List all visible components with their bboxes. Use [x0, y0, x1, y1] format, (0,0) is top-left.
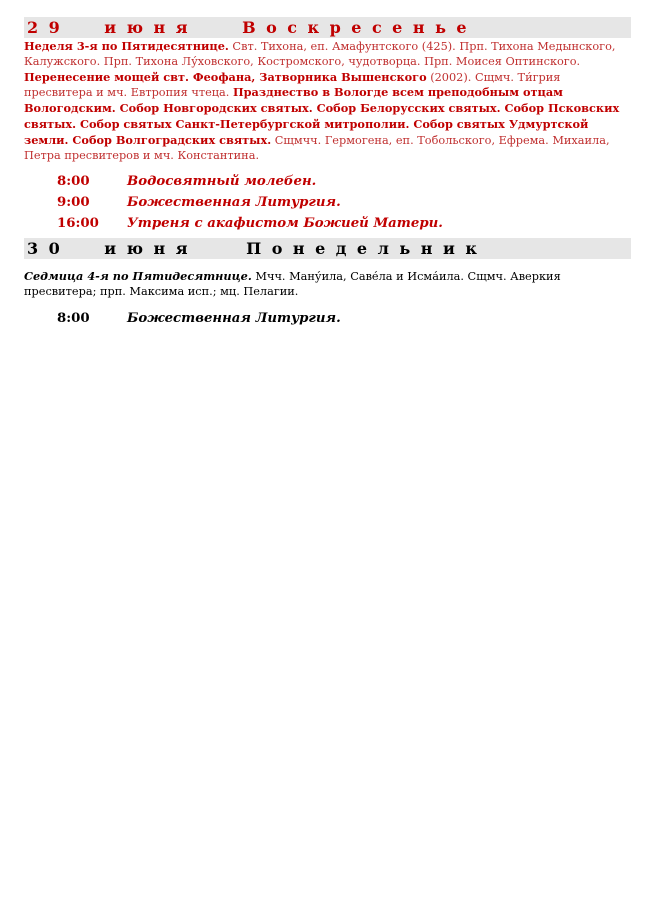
- day-date-number: 30: [27, 239, 71, 259]
- day-month: июня: [104, 239, 199, 259]
- saints-text: Свт. Тихона, еп. Амафунтского (425). Прп. Тихона Медынского, Калужского. Прп. Тихона Лу́ховского, Костромского, чудотворца. Прп. Моисея Оптинского.: [24, 40, 616, 68]
- day-description: [24, 39, 631, 163]
- day-month: июня: [104, 18, 199, 37]
- schedule-page: [24, 17, 631, 329]
- service-row: [24, 192, 631, 213]
- saints-text: Мчч. Ману́ила, Саве́ла и Исма́ила. Сщмч. Аверкия пресвитера; прп. Максима исп.; мц. Пелагии.: [24, 270, 561, 299]
- feast-text: Празднество в Вологде всем преподобным отцам Вологодским. Собор Новгородских святых. Собор Белорусских святых. Собор Псковских святых. Собор святых Санкт-Петербургской митрополии. Собор святых Удмуртской земли. Собор Волгоградских святых.: [24, 85, 620, 147]
- services-list: [24, 171, 631, 234]
- day-weekday: Понедельник: [246, 239, 488, 259]
- day-header-30: [24, 238, 631, 259]
- service-name: Водосвятный молебен.: [127, 174, 317, 190]
- feast-text: Перенесение мощей свт. Феофана, Затворника Вышенского: [24, 69, 427, 84]
- saints-text: (2002). Сщмч. Ти́грия пресвитера и мч. Евтропия чтеца.: [24, 70, 561, 100]
- service-name: Божественная Литургия.: [127, 195, 341, 211]
- service-row: [24, 308, 631, 329]
- service-time: 9:00: [57, 195, 90, 211]
- service-row: [24, 171, 631, 192]
- service-time: 8:00: [57, 174, 90, 190]
- day-header-29: [24, 17, 631, 38]
- service-time: 8:00: [57, 310, 90, 326]
- services-list: [24, 308, 631, 329]
- service-row: [24, 213, 631, 234]
- service-name: Утреня с акафистом Божией Матери.: [127, 216, 443, 232]
- day-weekday: Воскресенье: [242, 18, 478, 37]
- week-title: Седмица 4-я по Пятидесятнице.: [24, 269, 252, 284]
- day-description: [24, 269, 631, 300]
- service-time: 16:00: [57, 216, 99, 232]
- service-name: Божественная Литургия.: [127, 310, 341, 326]
- week-title: Неделя 3-я по Пятидесятнице.: [24, 39, 229, 53]
- day-date-number: 29: [27, 18, 71, 37]
- saints-text: Сщмчч. Гермогена, еп. Тобольского, Ефрема. Михаила, Петра пресвитеров и мч. Константина.: [24, 133, 610, 162]
